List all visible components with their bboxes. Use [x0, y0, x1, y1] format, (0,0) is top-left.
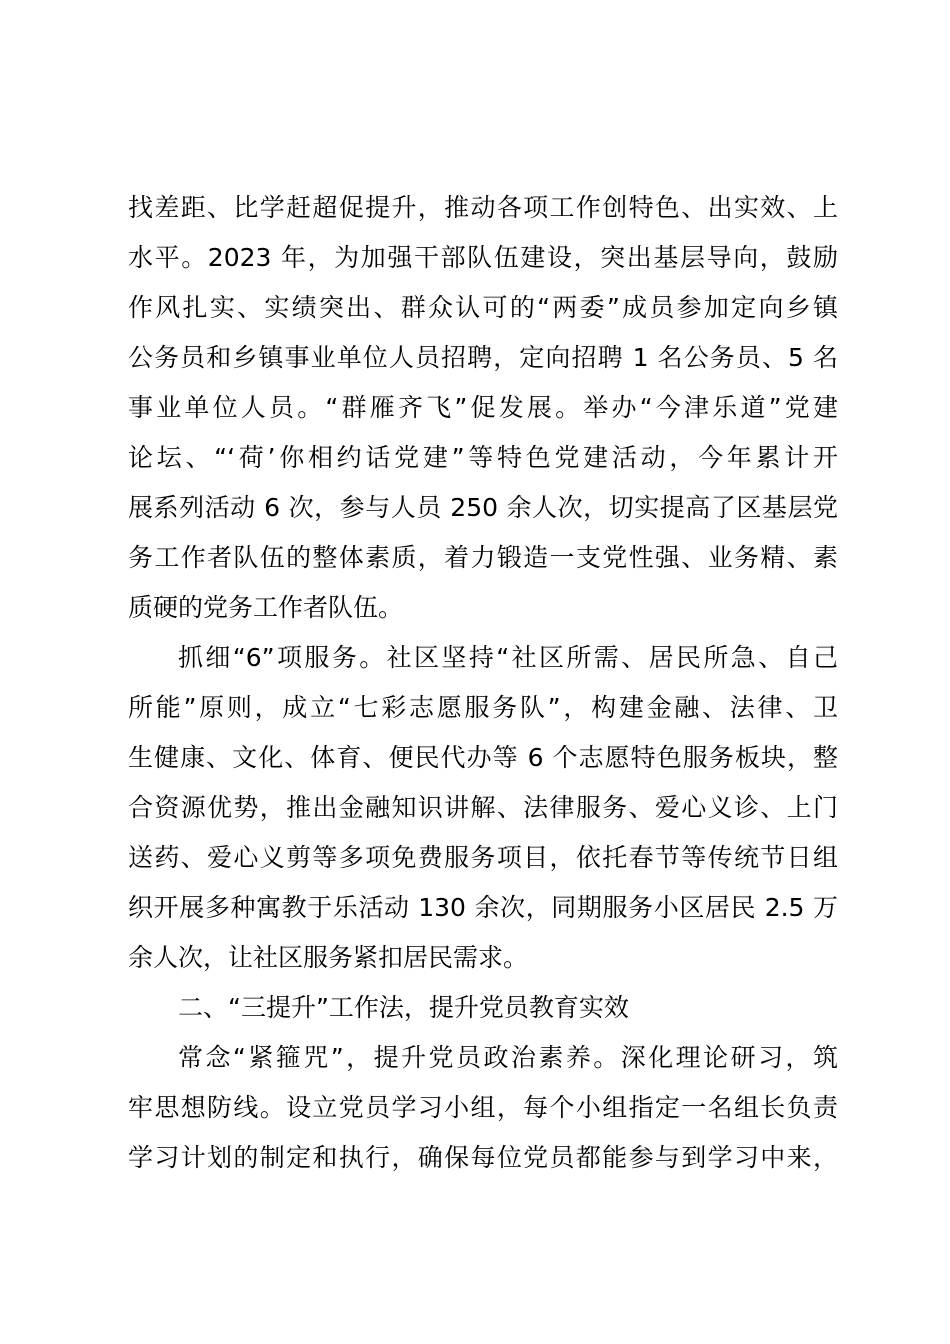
text-line: 找差距、比学赶超促提升，推动各项工作创特色、出实效、上 — [128, 193, 838, 222]
text-line: 学习计划的制定和执行，确保每位党员都能参与到学习中来， — [128, 1143, 838, 1172]
text-line: 质硬的党务工作者队伍。 — [128, 593, 404, 622]
text-line: 公务员和乡镇事业单位人员招聘，定向招聘 1 名公务员、5 名 — [128, 343, 838, 372]
text-line: 送药、爱心义剪等多项免费服务项目，依托春节等传统节日组 — [128, 843, 838, 872]
document-body — [128, 183, 838, 1183]
paragraph-first-line: 常念“紧箍咒”，提升党员政治素养。深化理论研习，筑 — [178, 1043, 838, 1072]
text-line: 余人次，让社区服务紧扣居民需求。 — [128, 943, 529, 972]
text-line: 生健康、文化、体育、便民代办等 6 个志愿特色服务板块，整 — [128, 743, 838, 772]
text-line: 水平。2023 年，为加强干部队伍建设，突出基层导向，鼓励 — [128, 243, 838, 272]
text-line: 事业单位人员。“群雁齐飞”促发展。举办“今津乐道”党建 — [128, 393, 838, 422]
text-line: 论坛、“‘荷’你相约话党建”等特色党建活动，今年累计开 — [128, 443, 838, 472]
text-line: 展系列活动 6 次，参与人员 250 余人次，切实提高了区基层党 — [128, 493, 838, 522]
text-line: 织开展多种寓教于乐活动 130 余次，同期服务小区居民 2.5 万 — [128, 893, 838, 922]
text-line: 所能”原则，成立“七彩志愿服务队”，构建金融、法律、卫 — [128, 693, 838, 722]
text-line: 务工作者队伍的整体素质，着力锻造一支党性强、业务精、素 — [128, 543, 838, 572]
section-heading: 二、“三提升”工作法，提升党员教育实效 — [178, 993, 629, 1022]
text-line: 牢思想防线。设立党员学习小组，每个小组指定一名组长负责 — [128, 1093, 838, 1122]
paragraph-first-line: 抓细“6”项服务。社区坚持“社区所需、居民所急、自己 — [178, 643, 838, 672]
text-line: 合资源优势，推出金融知识讲解、法律服务、爱心义诊、上门 — [128, 793, 838, 822]
text-line: 作风扎实、实绩突出、群众认可的“两委”成员参加定向乡镇 — [128, 293, 838, 322]
